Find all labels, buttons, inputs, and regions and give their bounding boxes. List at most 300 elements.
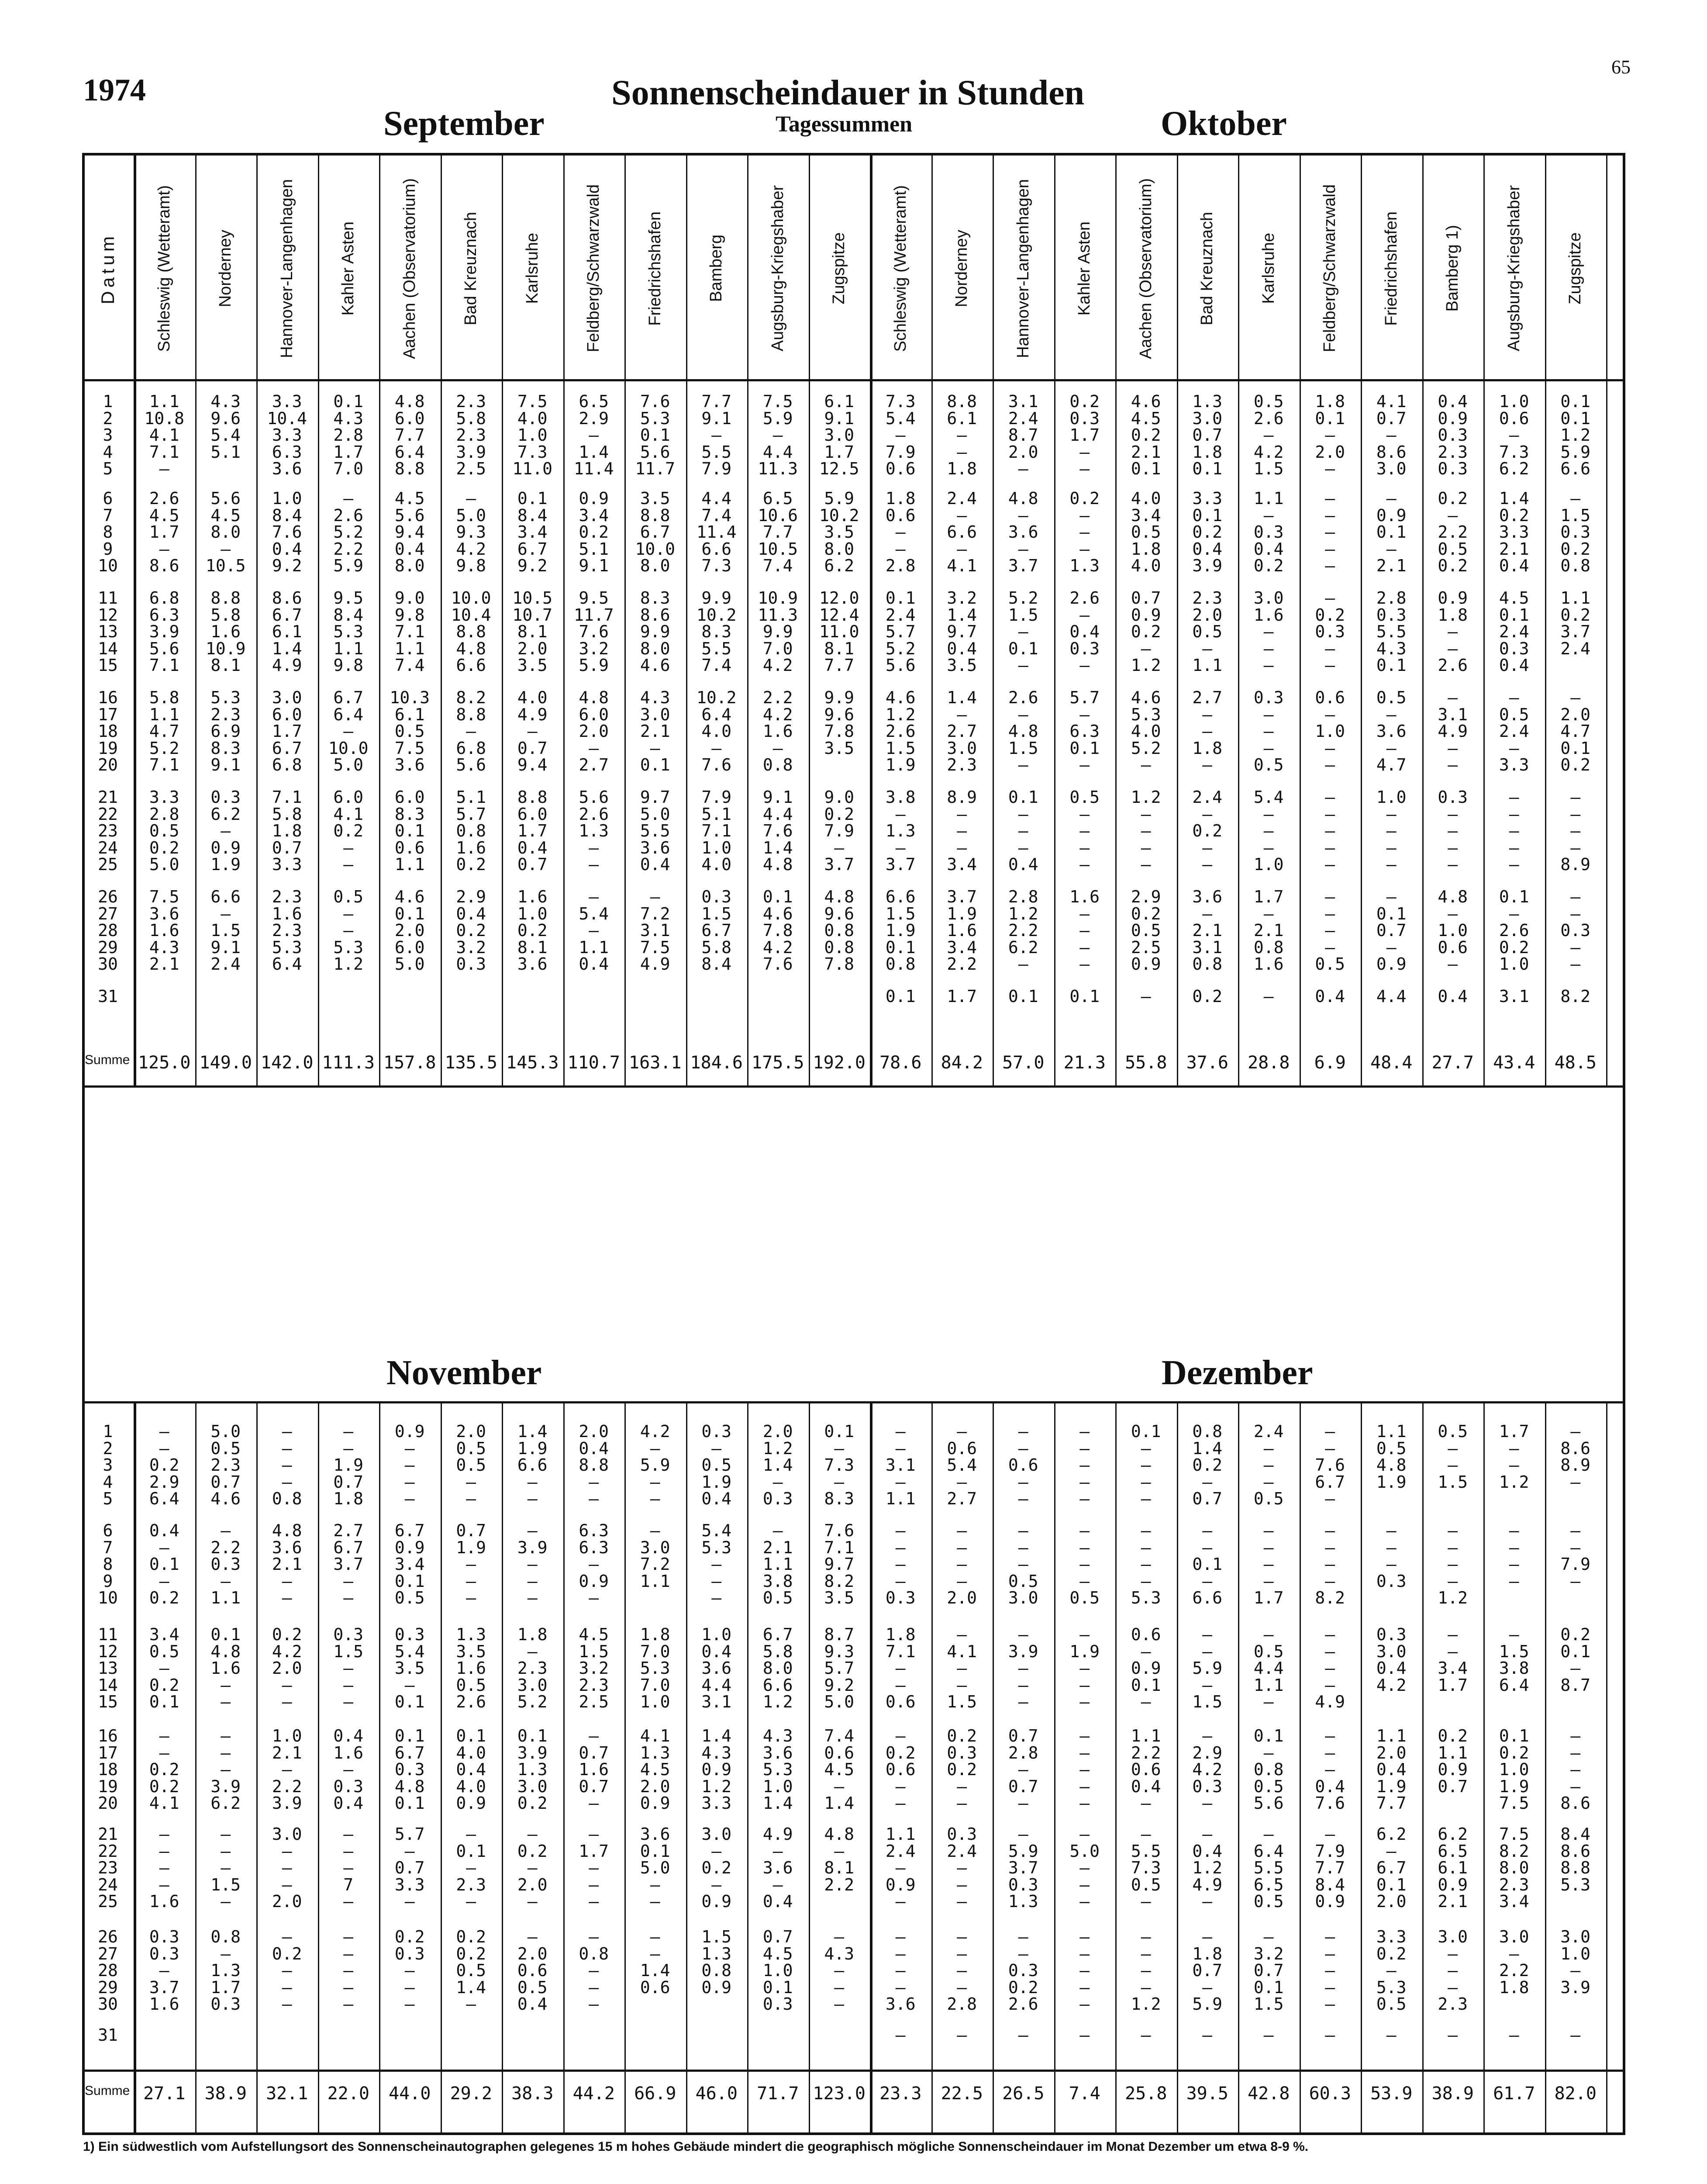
data-cell-group: 2.0 1.2 1.4 – 0.3 xyxy=(762,1422,793,1508)
data-cell-group: – xyxy=(895,2025,906,2045)
day-number-group: 11 12 13 14 15 xyxy=(98,1625,118,1711)
data-cell-group: 9.9 10.2 8.3 5.5 7.4 xyxy=(696,588,737,675)
data-cell-group: 1.4 0.2 3.3 2.1 0.4 xyxy=(1499,489,1529,575)
station-header xyxy=(195,158,257,379)
data-cell-group: 4.0 3.4 0.5 1.8 4.0 xyxy=(1131,489,1161,575)
data-cell-group: 1.5 1.3 0.8 0.9 xyxy=(701,1927,732,1997)
data-cell-group: 4.6 5.3 4.0 5.2 – xyxy=(1131,688,1161,774)
month-sum: 78.6 xyxy=(879,1053,922,1073)
data-cell-group: 3.2 1.4 9.7 0.4 3.5 xyxy=(947,588,977,675)
data-cell-group: – 2.6 5.2 2.2 5.9 xyxy=(333,489,364,575)
data-cell-group: 1.4 1.9 6.6 – – xyxy=(517,1422,548,1508)
data-cell-group: 7.5 5.9 – 4.4 11.3 xyxy=(758,392,798,478)
data-cell-group: – – – – 0.5 xyxy=(1315,887,1345,974)
data-cell-group: 9.9 9.6 7.8 3.5 xyxy=(824,688,855,758)
data-cell-group: 0.1 – 0.8 0.5 5.6 xyxy=(1253,1726,1284,1813)
month-sum: 71.7 xyxy=(757,2084,799,2104)
data-cell-group: 2.3 5.8 2.3 3.9 2.5 xyxy=(456,392,486,478)
data-cell-group: – 5.4 – 1.1 0.4 xyxy=(579,887,609,974)
data-cell-group: – – 1.9 0.7 1.8 xyxy=(333,1422,364,1508)
month-sum: 37.6 xyxy=(1186,1053,1228,1073)
station-name: Friedrichshafen xyxy=(645,211,664,326)
data-cell-group: – 0.2 0.3 – – xyxy=(1315,588,1345,675)
data-cell-group: – 5.0 9.3 4.2 9.8 xyxy=(456,489,486,575)
data-cell-group: – xyxy=(1448,2025,1458,2045)
month-sum: 38.9 xyxy=(1431,2084,1474,2104)
data-cell-group: 2.3 2.0 0.5 – 1.1 xyxy=(1192,588,1223,675)
data-cell-group: – 0.5 2.4 – 3.3 xyxy=(1499,688,1529,774)
data-cell-group: – – – 1.5 – xyxy=(210,1825,241,1911)
data-cell-group: – 5.0 – – – xyxy=(1069,1825,1100,1911)
data-cell-group: 2.7 6.7 3.7 – – xyxy=(333,1521,364,1607)
data-cell-group: 2.0 0.4 8.8 – – xyxy=(579,1422,609,1508)
data-cell-group: 6.1 9.1 3.0 1.7 12.5 xyxy=(819,392,859,478)
data-cell-group: – – – – – xyxy=(1079,1726,1090,1813)
data-cell-group: – xyxy=(1141,2025,1151,2045)
data-cell-group: 4.5 1.5 3.2 2.3 2.5 xyxy=(579,1625,609,1711)
data-cell-group: 7.6 5.3 0.1 5.6 11.7 xyxy=(635,392,675,478)
data-cell-group: 3.6 0.1 5.0 – – xyxy=(640,1825,670,1911)
station-name: Hannover-Langenhagen xyxy=(277,179,296,358)
month-heading-november: November xyxy=(386,1354,542,1392)
data-cell-group: 0.4 0.9 0.3 2.3 0.3 xyxy=(1438,392,1468,478)
data-cell-group: – xyxy=(1202,2025,1213,2045)
station-header xyxy=(256,158,318,379)
data-cell-group: 0.2 0.1 – 8.7 xyxy=(1560,1625,1591,1695)
data-cell-group: 0.2 0.3 1.7 – – xyxy=(1069,392,1100,478)
data-cell-group: – 3.2 0.7 0.1 1.5 xyxy=(1253,1927,1284,2014)
data-cell-group: 3.0 – – – 2.0 xyxy=(272,1825,302,1911)
data-cell-group: 9.1 4.4 7.6 1.4 4.8 xyxy=(762,788,793,874)
data-cell-group: – 5.5 7.3 0.5 – xyxy=(1131,1825,1161,1911)
data-cell-group: – – 7.6 6.7 – xyxy=(1315,1422,1345,1508)
month-sum: 61.7 xyxy=(1493,2084,1535,2104)
data-cell-group: 0.4 xyxy=(1315,987,1345,1006)
station-header xyxy=(379,158,441,379)
month-heading-dezember: Dezember xyxy=(1162,1354,1313,1392)
data-cell-group: 0.1 8.4 3.4 6.7 9.2 xyxy=(517,489,548,575)
data-cell-group: 0.3 3.0 0.4 4.2 xyxy=(1376,1625,1407,1695)
data-cell-group: 8.6 6.7 6.1 1.4 4.9 xyxy=(272,588,302,675)
month-sum: 184.6 xyxy=(690,1053,743,1073)
month-sum: 66.9 xyxy=(634,2084,676,2104)
data-cell-group: – xyxy=(1509,2025,1519,2045)
data-cell-group: – – 3.4 1.7 xyxy=(1438,1625,1468,1695)
station-name: Feldberg/Schwarzwald xyxy=(584,184,603,352)
station-header xyxy=(1177,158,1238,379)
station-header xyxy=(1483,158,1545,379)
data-cell-group: 0.2 – – – 1.3 xyxy=(1069,489,1100,575)
month-sum: 123.0 xyxy=(813,2084,866,2104)
month-sum: 125.0 xyxy=(138,1053,191,1073)
data-cell-group: – – – – 8.2 xyxy=(1315,1521,1345,1607)
data-cell-group: – – – 0.4 7.6 xyxy=(1315,1726,1345,1813)
data-cell-group: 3.0 – 0.2 – 0.9 xyxy=(701,1825,732,1911)
data-cell-group: 4.8 3.6 2.1 – – xyxy=(272,1521,302,1607)
day-number-group: 16 17 18 19 20 xyxy=(98,688,118,774)
data-cell-group: – – 0.3 0.2 2.6 xyxy=(1008,1927,1038,2014)
month-sum: 22.0 xyxy=(327,2084,369,2104)
data-cell-group: 5.8 1.1 4.7 5.2 7.1 xyxy=(149,688,179,774)
data-cell-group: 5.2 1.5 – 0.1 – xyxy=(1008,588,1038,675)
column-rule xyxy=(1606,1401,1607,2135)
data-cell-group: – 6.4 5.5 6.5 0.5 xyxy=(1253,1825,1284,1911)
station-name: Hannover-Langenhagen xyxy=(1014,179,1032,358)
data-cell-group: 4.4 xyxy=(1376,987,1407,1006)
data-cell-group: 7.4 0.6 4.5 – 1.4 xyxy=(824,1726,855,1813)
data-cell-group: 5.0 0.5 2.3 0.7 4.6 xyxy=(210,1422,241,1508)
data-cell-group: 0.1 0.2 1.0 1.9 7.5 xyxy=(1499,1726,1529,1813)
station-name: Norderney xyxy=(952,229,971,308)
data-cell-group: 0.1 4.3 2.8 1.7 7.0 xyxy=(333,392,364,478)
data-cell-group: 0.1 xyxy=(885,987,916,1006)
data-cell-group: 0.7 0.9 0.2 – 1.2 xyxy=(1131,588,1161,675)
data-cell-group: 5.4 – – – 1.0 xyxy=(1253,788,1284,874)
data-cell-group: 1.8 0.1 – 2.0 – xyxy=(1315,392,1345,478)
data-cell-group: 1.6 – – – – xyxy=(1069,887,1100,974)
station-header xyxy=(686,158,748,379)
data-cell-group: – 3.9 – – – xyxy=(517,1521,548,1607)
data-cell-group: 1.1 0.2 3.7 2.4 xyxy=(1560,588,1591,658)
data-cell-group: – – 0.2 2.9 6.4 xyxy=(149,1422,179,1508)
month-sum: 57.0 xyxy=(1002,1053,1045,1073)
month-sum: 32.1 xyxy=(266,2084,308,2104)
data-cell-group: 2.6 4.5 1.7 – 8.6 xyxy=(149,489,179,575)
station-header xyxy=(931,158,993,379)
data-cell-group: 2.8 0.3 5.5 4.3 0.1 xyxy=(1376,588,1407,675)
station-name: Aachen (Observatorium) xyxy=(400,178,419,359)
data-cell-group: 0.6 – 1.0 – – xyxy=(1315,688,1345,774)
data-cell-group: 7.3 5.4 – 7.9 0.6 xyxy=(885,392,916,478)
data-cell-group: 0.3 5.4 3.5 – 0.1 xyxy=(394,1625,425,1711)
data-cell-group: 6.6 1.5 1.9 0.1 0.8 xyxy=(885,887,916,974)
data-cell-group: 0.1 4.8 1.6 – – xyxy=(210,1625,241,1711)
data-cell-group: 0.2 0.2 0.5 1.4 – xyxy=(456,1927,486,2014)
data-cell-group: 3.0 6.0 1.7 6.7 6.8 xyxy=(272,688,302,774)
data-cell-group: – – – – – xyxy=(1079,1927,1090,2014)
data-cell-group: 0.3 – – – – xyxy=(1438,788,1468,874)
data-cell-group: 4.5 5.6 9.4 0.4 8.0 xyxy=(394,489,425,575)
month-sum: 145.3 xyxy=(506,1053,559,1073)
month-sum: 60.3 xyxy=(1309,2084,1351,2104)
data-cell-group: 3.3 0.2 – 5.3 0.5 xyxy=(1376,1927,1407,2014)
data-cell-group: 4.4 7.4 11.4 6.6 7.3 xyxy=(696,489,737,575)
data-cell-group: 0.9 3.4 0.2 5.1 9.1 xyxy=(579,489,609,575)
data-cell-group: 1.4 4.3 0.9 1.2 3.3 xyxy=(701,1726,732,1813)
station-header xyxy=(747,158,809,379)
data-cell-group: 5.4 5.3 – – – xyxy=(701,1521,732,1607)
month-sum: 38.3 xyxy=(511,2084,554,2104)
data-cell-group: 7.6 7.1 9.7 8.2 3.5 xyxy=(824,1521,855,1607)
data-cell-group: – – – – 8.9 xyxy=(1560,788,1591,874)
data-cell-group: 5.6 4.5 8.0 – 10.5 xyxy=(205,489,246,575)
data-cell-group: – 0.9 0.1 – 2.1 xyxy=(1376,489,1407,575)
page-title: Sonnenscheindauer in Stunden xyxy=(611,73,1085,112)
data-cell-group: 3.4 0.5 – 0.2 0.1 xyxy=(149,1625,179,1711)
day-number-group: 1 2 3 4 5 xyxy=(103,1422,113,1508)
day-number-group: 26 27 28 29 30 xyxy=(98,887,118,974)
data-cell-group: 8.8 5.8 1.6 10.9 8.1 xyxy=(205,588,246,675)
station-header xyxy=(1422,158,1484,379)
station-header xyxy=(1115,158,1177,379)
data-cell-group: 0.5 – – 1.5 xyxy=(1438,1422,1468,1492)
data-cell-group: 0.2 4.2 2.0 – – xyxy=(272,1625,302,1711)
data-cell-group: 0.4 xyxy=(1438,987,1468,1006)
data-cell-group: 6.5 10.6 7.7 10.5 7.4 xyxy=(758,489,798,575)
data-cell-group: 0.3 – 0.5 1.9 0.4 xyxy=(701,1422,732,1508)
data-cell-group: 4.9 – 3.6 – 0.4 xyxy=(762,1825,793,1911)
month-sum: 142.0 xyxy=(261,1053,314,1073)
data-cell-group: – – – – 1.2 xyxy=(1438,1521,1468,1607)
month-sum: 46.0 xyxy=(695,2084,738,2104)
station-name: Augsburg-Kriegshaber xyxy=(768,185,787,352)
section-divider-bottom xyxy=(82,1401,1625,1403)
month-sum: 21.3 xyxy=(1063,1053,1106,1073)
station-name: Karlsruhe xyxy=(1259,233,1278,304)
datum-header-label: Datum xyxy=(97,232,118,304)
month-sum: 23.3 xyxy=(879,2084,922,2104)
station-name: Zugspitze xyxy=(1566,232,1585,304)
data-cell-group: – – – – 2.0 xyxy=(947,1521,977,1607)
month-sum: 26.5 xyxy=(1002,2084,1045,2104)
data-cell-group: 0.1 4.0 0.4 4.0 0.9 xyxy=(456,1726,486,1813)
data-cell-group: – – – – 3.6 xyxy=(885,1927,916,2014)
data-cell-group: 10.2 6.4 4.0 – 7.6 xyxy=(696,688,737,774)
page-number: 65 xyxy=(1611,56,1631,78)
month-sum: 55.8 xyxy=(1125,1053,1167,1073)
month-sum: 110.7 xyxy=(567,1053,620,1073)
day-number-group: 21 22 23 24 25 xyxy=(98,788,118,874)
station-header xyxy=(993,158,1054,379)
data-cell-group: – 2.0 0.6 0.5 0.4 xyxy=(517,1927,548,2014)
data-cell-group: 8.4 8.6 8.8 5.3 xyxy=(1560,1825,1591,1894)
data-cell-group: 4.8 – 8.1 2.2 xyxy=(824,1825,855,1894)
data-cell-group: 1.2 – – – – xyxy=(1131,788,1161,874)
data-cell-group: 6.5 2.9 – 1.4 11.4 xyxy=(573,392,614,478)
data-cell-group: 3.8 – 1.3 – 3.7 xyxy=(885,788,916,874)
data-cell-group: 0.1 2.4 5.7 5.2 5.6 xyxy=(885,588,916,675)
data-cell-group: 6.2 – 6.7 0.1 2.0 xyxy=(1376,1825,1407,1911)
data-cell-group: – 4.1 – – 1.5 xyxy=(947,1625,977,1711)
data-cell-group: – – 0.1 – 6.6 xyxy=(1192,1521,1223,1607)
header-rule xyxy=(82,379,1625,381)
data-cell-group: 4.2 – 5.9 – – xyxy=(640,1422,670,1508)
day-number-group: 31 xyxy=(98,987,118,1006)
data-cell-group: 0.2 – 2.2 0.5 0.2 xyxy=(1438,489,1468,575)
data-cell-group: 0.7 4.5 1.0 0.1 0.3 xyxy=(762,1927,793,2014)
data-cell-group: 10.3 6.1 0.5 7.5 3.6 xyxy=(390,688,430,774)
station-name: Bad Kreuznach xyxy=(462,211,480,325)
data-cell-group: – – – – – xyxy=(343,1927,354,2014)
month-heading-september: September xyxy=(383,104,545,143)
data-cell-group: 0.8 1.4 0.2 – 0.7 xyxy=(1192,1422,1223,1508)
data-cell-group: – 0.2 – – – xyxy=(272,1927,302,2014)
station-header xyxy=(624,158,686,379)
data-cell-group: 0.1 – – – – xyxy=(1131,1422,1161,1508)
data-cell-group: – – – 0.5 3.0 xyxy=(1008,1521,1038,1607)
data-cell-group: 1.0 0.4 3.6 4.4 3.1 xyxy=(701,1625,732,1711)
data-cell-group: 4.3 3.6 5.3 1.0 1.4 xyxy=(762,1726,793,1813)
data-cell-group: 4.8 – 3.6 – 3.7 xyxy=(1008,489,1038,575)
data-cell-group: 1.1 2.0 0.4 1.9 7.7 xyxy=(1376,1726,1407,1813)
station-header xyxy=(441,158,502,379)
data-cell-group: 8.3 8.6 9.9 8.0 4.6 xyxy=(640,588,670,675)
data-cell-group: – 2.0 4.7 0.1 0.2 xyxy=(1560,688,1591,774)
data-cell-group: 3.0 1.0 – 3.9 xyxy=(1560,1927,1591,1997)
data-cell-group: – – – 7 – xyxy=(343,1825,354,1911)
data-cell-group: 2.9 0.2 0.5 2.5 0.9 xyxy=(1131,887,1161,974)
data-cell-group: 0.3 1.5 – – – xyxy=(333,1625,364,1711)
data-cell-group: – – – – – xyxy=(1509,788,1519,874)
station-header xyxy=(563,158,625,379)
data-cell-group: – – – – 2.8 xyxy=(947,1927,977,2014)
data-cell-group: 7.9 5.1 7.1 1.0 4.0 xyxy=(701,788,732,874)
data-cell-group: 10.9 11.3 9.9 7.0 4.2 xyxy=(758,588,798,675)
data-cell-group: – 0.6 5.4 – 2.7 xyxy=(947,1422,977,1508)
november-sum-rule xyxy=(82,2070,1625,2072)
data-cell-group: 1.1 2.4 – 0.9 – xyxy=(885,1825,916,1911)
data-cell-group: 8.7 9.3 5.7 9.2 5.0 xyxy=(824,1625,855,1711)
data-cell-group: – 4.3 – – – xyxy=(824,1927,855,2014)
station-header xyxy=(1238,158,1300,379)
data-cell-group: 4.3 9.6 5.4 5.1 xyxy=(210,392,241,462)
month-sum: 22.5 xyxy=(941,2084,983,2104)
data-cell-group: – xyxy=(1570,2025,1581,2045)
data-cell-group: – – 5.9 – 1.5 xyxy=(1192,1625,1223,1711)
data-cell-group: 2.2 4.2 1.6 – 0.8 xyxy=(762,688,793,774)
data-cell-group: 0.3 – – – 0.5 xyxy=(1253,688,1284,774)
data-cell-group: 0.5 – 3.6 – 4.7 xyxy=(1376,688,1407,774)
data-cell-group: 2.7 – – 1.8 – xyxy=(1192,688,1223,774)
data-cell-group: – – – – – xyxy=(1325,1927,1335,2014)
data-cell-group: – – 7.9 – xyxy=(1560,1521,1591,1591)
data-cell-group: – 0.2 0.6 – – xyxy=(885,1726,916,1813)
data-cell-group: – xyxy=(957,2025,967,2045)
data-cell-group: 9.0 0.2 7.9 – 3.7 xyxy=(824,788,855,874)
month-sum: 39.5 xyxy=(1186,2084,1228,2104)
data-cell-group: 10.5 10.7 8.1 2.0 3.5 xyxy=(512,588,552,675)
month-sum: 28.8 xyxy=(1248,1053,1290,1073)
month-sum: 44.0 xyxy=(389,2084,431,2104)
month-sum: 25.8 xyxy=(1125,2084,1167,2104)
data-cell-group: – 1.5 3.8 6.4 xyxy=(1499,1625,1529,1695)
station-name: Friedrichshafen xyxy=(1382,211,1400,326)
data-cell-group: 6.8 6.3 3.9 5.6 7.1 xyxy=(149,588,179,675)
data-cell-group: – xyxy=(1263,987,1274,1006)
data-cell-group: 0.1 4.6 7.8 4.2 7.6 xyxy=(762,887,793,974)
data-cell-group: 0.4 1.6 – 0.3 0.4 xyxy=(333,1726,364,1813)
data-cell-group: 1.8 0.6 – – 2.8 xyxy=(885,489,916,575)
data-cell-group: – – – – – xyxy=(1325,489,1335,575)
month-sum: 192.0 xyxy=(813,1053,866,1073)
day-number-group: 31 xyxy=(98,2025,118,2045)
data-cell-group: 3.3 10.4 3.3 6.3 3.6 xyxy=(267,392,307,478)
data-cell-group: – xyxy=(1325,2025,1335,2045)
data-cell-group: – 0.1 0.7 – 0.9 xyxy=(1376,887,1407,974)
data-cell-group: 0.3 2.4 – – – xyxy=(947,1825,977,1911)
station-name: Augsburg-Kriegshaber xyxy=(1504,185,1523,352)
data-cell-group: – 7.2 3.1 7.5 4.9 xyxy=(640,887,670,974)
data-cell-group: 2.4 – – – 0.5 xyxy=(1253,1422,1284,1508)
data-cell-group: 4.8 9.6 0.8 0.8 7.8 xyxy=(824,887,855,974)
month-sum: 42.8 xyxy=(1248,2084,1290,2104)
data-cell-group: 4.8 6.0 2.0 – 2.7 xyxy=(579,688,609,774)
data-cell-group: – – – – – xyxy=(1079,1422,1090,1508)
data-cell-group: 3.5 8.8 6.7 10.0 8.0 xyxy=(635,489,675,575)
data-cell-group: 4.6 4.5 0.2 2.1 0.1 xyxy=(1131,392,1161,478)
data-cell-group: – 0.5 4.4 1.1 – xyxy=(1253,1625,1284,1711)
data-cell-group: 3.1 xyxy=(1499,987,1529,1006)
data-cell-group: – – 0.6 – – xyxy=(1008,1422,1038,1508)
month-sum: 7.4 xyxy=(1069,2084,1100,2104)
data-cell-group: – – – – xyxy=(1509,1521,1519,1591)
station-header xyxy=(1361,158,1422,379)
data-cell-group: 6.6 – 1.5 9.1 2.4 xyxy=(210,887,241,974)
data-cell-group: 9.5 8.4 5.3 1.1 9.8 xyxy=(333,588,364,675)
data-cell-group: 2.3 1.6 2.3 5.3 6.4 xyxy=(272,887,302,974)
data-cell-group: – 0.7 1.6 0.7 – xyxy=(579,1726,609,1813)
month-sum: 48.5 xyxy=(1554,1053,1597,1073)
data-cell-group: 1.8 7.1 – – 0.6 xyxy=(885,1625,916,1711)
data-cell-group: 2.4 – 6.6 – 4.1 xyxy=(947,489,977,575)
data-cell-group: 7.5 4.0 1.0 7.3 11.0 xyxy=(512,392,552,478)
data-cell-group: 8.2 8.8 – 6.8 5.6 xyxy=(456,688,486,774)
data-cell-group: 6.7 6.4 – 10.0 5.0 xyxy=(328,688,369,774)
data-cell-group: – xyxy=(1079,2025,1090,2045)
data-cell-group: 0.5 2.6 – 4.2 1.5 xyxy=(1253,392,1284,478)
data-cell-group: 0.1 – 7.3 – 8.3 xyxy=(824,1422,855,1508)
year-label: 1974 xyxy=(83,73,146,107)
data-cell-group: 4.6 1.2 2.6 1.5 1.9 xyxy=(885,688,916,774)
data-cell-group: 3.0 1.6 – – – xyxy=(1253,588,1284,675)
data-cell-group: – xyxy=(1386,2025,1397,2045)
data-cell-group: 1.8 7.0 5.3 7.0 1.0 xyxy=(640,1625,670,1711)
day-number-group: 26 27 28 29 30 xyxy=(98,1927,118,2014)
data-cell-group: – – – 0.3 xyxy=(1376,1521,1407,1591)
data-cell-group: – – – 3.9 6.2 xyxy=(210,1726,241,1813)
data-cell-group: 0.3 6.2 – 0.9 1.9 xyxy=(210,788,241,874)
data-cell-group: – – – – 1.2 xyxy=(1131,1927,1161,2014)
data-cell-group: 10.0 10.4 8.8 4.8 6.6 xyxy=(451,588,491,675)
data-cell-group: 1.8 – 2.3 3.0 5.2 xyxy=(517,1625,548,1711)
data-cell-group: 3.3 2.8 0.5 0.2 5.0 xyxy=(149,788,179,874)
summe-label: Summe xyxy=(85,2084,130,2098)
station-name: Aachen (Observatorium) xyxy=(1136,178,1155,359)
month-sum: 175.5 xyxy=(752,1053,804,1073)
month-sum: 6.9 xyxy=(1314,1053,1346,1073)
month-sum: 82.0 xyxy=(1554,2084,1597,2104)
data-cell-group: 2.8 1.2 2.2 6.2 – xyxy=(1008,887,1038,974)
data-cell-group: 0.7 1.9 – – – xyxy=(456,1521,486,1607)
data-cell-group: 0.9 – – – – xyxy=(394,1422,425,1508)
data-cell-group: 1.1 – 0.3 0.4 0.2 xyxy=(1253,489,1284,575)
data-cell-group: 4.1 0.7 – 8.6 3.0 xyxy=(1376,392,1407,478)
data-cell-group: 1.3 3.5 1.6 0.5 2.6 xyxy=(456,1625,486,1711)
day-number-group: 6 7 8 9 10 xyxy=(98,1521,118,1607)
station-name: Feldberg/Schwarzwald xyxy=(1321,184,1339,352)
month-sum: 48.4 xyxy=(1370,1053,1413,1073)
data-cell-group: 0.2 1.1 0.9 0.7 xyxy=(1438,1726,1468,1796)
data-cell-group: 0.1 xyxy=(1069,987,1100,1006)
station-name: Kahler Asten xyxy=(1075,221,1094,316)
data-cell-group: 5.7 – 6.3 0.1 – xyxy=(1069,688,1100,774)
data-cell-group: – 0.8 – – – xyxy=(579,1927,609,2014)
month-sum: 38.9 xyxy=(204,2084,247,2104)
data-cell-group: 0.4 – 0.1 – 0.2 xyxy=(149,1521,179,1607)
day-number-group: 11 12 13 14 15 xyxy=(98,588,118,675)
datum-header xyxy=(82,158,134,379)
data-cell-group: 0.2 0.3 0.2 – – xyxy=(947,1726,977,1813)
